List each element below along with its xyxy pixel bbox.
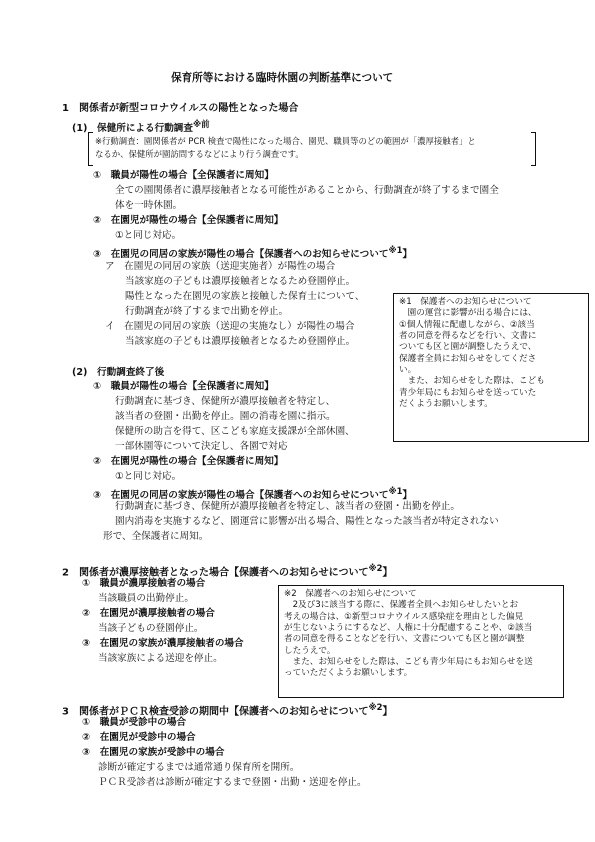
note-2-line-6: したうえで。: [284, 645, 336, 656]
s1-2-item-2-heading: ② 在園児が陽性の場合【全保護者に周知】: [93, 456, 284, 467]
section-3-heading: [62, 702, 392, 718]
s1-1-item-2-line-1: ①と同じ対応。: [115, 230, 182, 241]
s3-item-3: ③ 在園児の家族が受診中の場合: [82, 747, 225, 758]
note-2-line-2: 2及び3に該当する際に、保護者全員へお知らせしたいとお: [284, 600, 519, 611]
note-1-line-2: 園の運営に影響が出る場合には、: [399, 308, 537, 319]
s3-item-1: ① 職員が受診中の場合: [82, 717, 187, 728]
s1-1-item-3a-line-1: 当該家庭の子どもは濃厚接触者となるため登園停止。: [125, 276, 356, 287]
s1-1-item-3-heading-end: 】: [402, 249, 413, 261]
s1-2-item-3-heading: [93, 486, 412, 502]
s1-2-item-3-line-1: 行動調査に基づき、保健所が濃厚接触者を特定し、該当者の登園・出勤を停止。: [115, 501, 460, 512]
bracket-note-line-1: ※行動調査：園関係者が PCR 検査で陽性になった場合、園児、職員等のどの範囲が「濃厚接触者」と: [95, 136, 476, 146]
note-2-line-8: っていただくようお願いします。: [284, 668, 413, 679]
subsection-1-2-heading: (2) 行動調査終了後: [72, 367, 165, 378]
s1-2-item-3-line-2: 園内消毒を実施するなど、園運営に影響が出る場合、陽性となった該当者が特定されない: [115, 516, 499, 527]
s2-item-3-heading: ③ 在園児の家族が濃厚接触者の場合: [82, 638, 244, 649]
section-2-heading: [62, 563, 392, 579]
s1-1-item-3b-heading: イ 在園児の同居の家族（送迎の実施なし）が陽性の場合: [105, 321, 355, 332]
s2-item-3-line: 当該家族による送迎を停止。: [98, 653, 223, 664]
s3-line-1: 診断が確定するまでは通常通り保育所を開所。: [98, 762, 300, 773]
s1-2-item-3-heading-text: ③ 在園児の同居の家族が陽性の場合【保護者へのお知らせについて: [93, 490, 389, 502]
s1-1-item-3-sup: ※1: [388, 245, 403, 255]
s1-1-item-3-heading: [93, 245, 412, 261]
s3-line-2: ＰＣＲ受診者は診断が確定するまで登園・出勤・送迎を停止。: [98, 777, 367, 788]
note-2-line-1: ※2 保護者へのお知らせについて: [284, 589, 417, 599]
section-2-heading-end: 】: [382, 567, 393, 579]
s1-2-item-3-line-3: 形で、全保護者に周知。: [103, 531, 209, 542]
s2-item-1-heading: ① 職員が濃厚接触者の場合: [82, 578, 206, 589]
section-2-sup: ※2: [368, 563, 383, 573]
s1-2-item-3-sup: ※1: [388, 486, 403, 496]
s1-2-item-2-line-1: ①と同じ対応。: [115, 471, 182, 482]
note-2-line-5: 者の同意を得ることなどを行い、文書についても区と園が調整: [284, 634, 525, 645]
page-title: 保育所等における臨時休園の判断基準について: [171, 72, 394, 84]
s3-item-2: ② 在園児が受診中の場合: [82, 732, 196, 743]
s1-1-item-3a-line-2: 陽性となった在園児の家族と接触した保育士について、: [125, 291, 365, 302]
s1-1-item-2-heading: ② 在園児が陽性の場合【全保護者に周知】: [93, 215, 284, 226]
subsection-1-1-heading-text: (1) 保健所による行動調査: [72, 123, 193, 135]
s1-1-item-1-heading: ① 職員が陽性の場合【全保護者に周知】: [93, 170, 274, 181]
section-3-sup: ※2: [368, 702, 383, 712]
note-1-line-10: だくようお願いします。: [399, 399, 493, 410]
notice-note-1-box: [393, 293, 589, 442]
s1-1-item-3a-line-3: 行動調査が終了するまで出勤を停止。: [125, 306, 289, 317]
note-1-line-8: また、お知らせをした際は、こども: [399, 376, 545, 387]
bracket-note-line-2: なるか、保健所が園訪問するなどにより行う調査です。: [95, 149, 304, 159]
note-1-line-4: 者の同意を得るなどを行い、文書に: [399, 331, 537, 342]
note-1-line-3: ①個人情報に配慮しながら、②該当: [399, 319, 535, 330]
subsection-1-1-sup: ※前: [192, 119, 210, 129]
s2-item-1-line: 当該職員の出勤停止。: [98, 593, 194, 604]
note-2-line-7: また、お知らせをした際は、こども青少年局にもお知らせを送: [284, 657, 533, 668]
s1-1-item-3a-heading: ア 在園児の同居の家族（送迎実施者）が陽性の場合: [105, 261, 336, 272]
s1-1-item-1-line-1: 全ての園関係者に濃厚接触者となる可能性があることから、行動調査が終了するまで園全: [115, 185, 499, 196]
s1-2-item-1-line-3: 保健所の助言を得て、区こども家庭支援課が全部休園、: [115, 426, 355, 437]
section-3-heading-text: 3 関係者がＰＣＲ検査受診の期間中【保護者へのお知らせについて: [62, 706, 369, 718]
s1-2-item-1-line-1: 行動調査に基づき、保健所が濃厚接触者を特定し、: [115, 396, 336, 407]
note-1-line-6: 保護者全員にお知らせをしてくださ: [399, 353, 537, 364]
note-1-line-9: 青少年局にもお知らせを送っていた: [399, 387, 537, 398]
s1-2-item-3-heading-end: 】: [402, 490, 413, 502]
s2-item-2-line: 当該子どもの登園停止。: [98, 623, 204, 634]
s1-2-item-1-line-2: 該当者の登園・出勤を停止。園の消毒を園に指示。: [115, 411, 336, 422]
note-1-line-5: ついても区と園が調整したうえで、: [399, 342, 537, 353]
s1-2-item-1-line-4: 一部休園等について決定し、各園で対応: [115, 441, 288, 452]
s2-item-2-heading: ② 在園児が濃厚接触者の場合: [82, 608, 215, 619]
note-1-line-7: い。: [399, 365, 417, 376]
note-2-line-4: が生じないようにするなど、人権に十分配慮することや、②該当: [284, 623, 533, 634]
section-2-heading-text: 2 関係者が濃厚接触者となった場合【保護者へのお知らせについて: [62, 567, 369, 579]
notice-note-2-box: [278, 585, 564, 698]
s1-2-item-1-heading: ① 職員が陽性の場合【全保護者に周知】: [93, 381, 274, 392]
s1-1-item-3-heading-text: ③ 在園児の同居の家族が陽性の場合【保護者へのお知らせについて: [93, 249, 389, 261]
s1-1-item-3b-line-1: 当該家庭の子どもは濃厚接触者となるため登園停止。: [125, 336, 356, 347]
note-2-line-3: 考えの場合は、①新型コロナウイルス感染症を理由とした偏見: [284, 611, 524, 622]
section-1-heading: 1 関係者が新型コロナウイルスの陽性となった場合: [62, 103, 299, 114]
s1-1-item-1-line-2: 体を一時休園。: [115, 200, 183, 211]
section-3-heading-end: 】: [382, 706, 393, 718]
note-1-line-1: ※1 保護者へのお知らせについて: [399, 297, 532, 307]
